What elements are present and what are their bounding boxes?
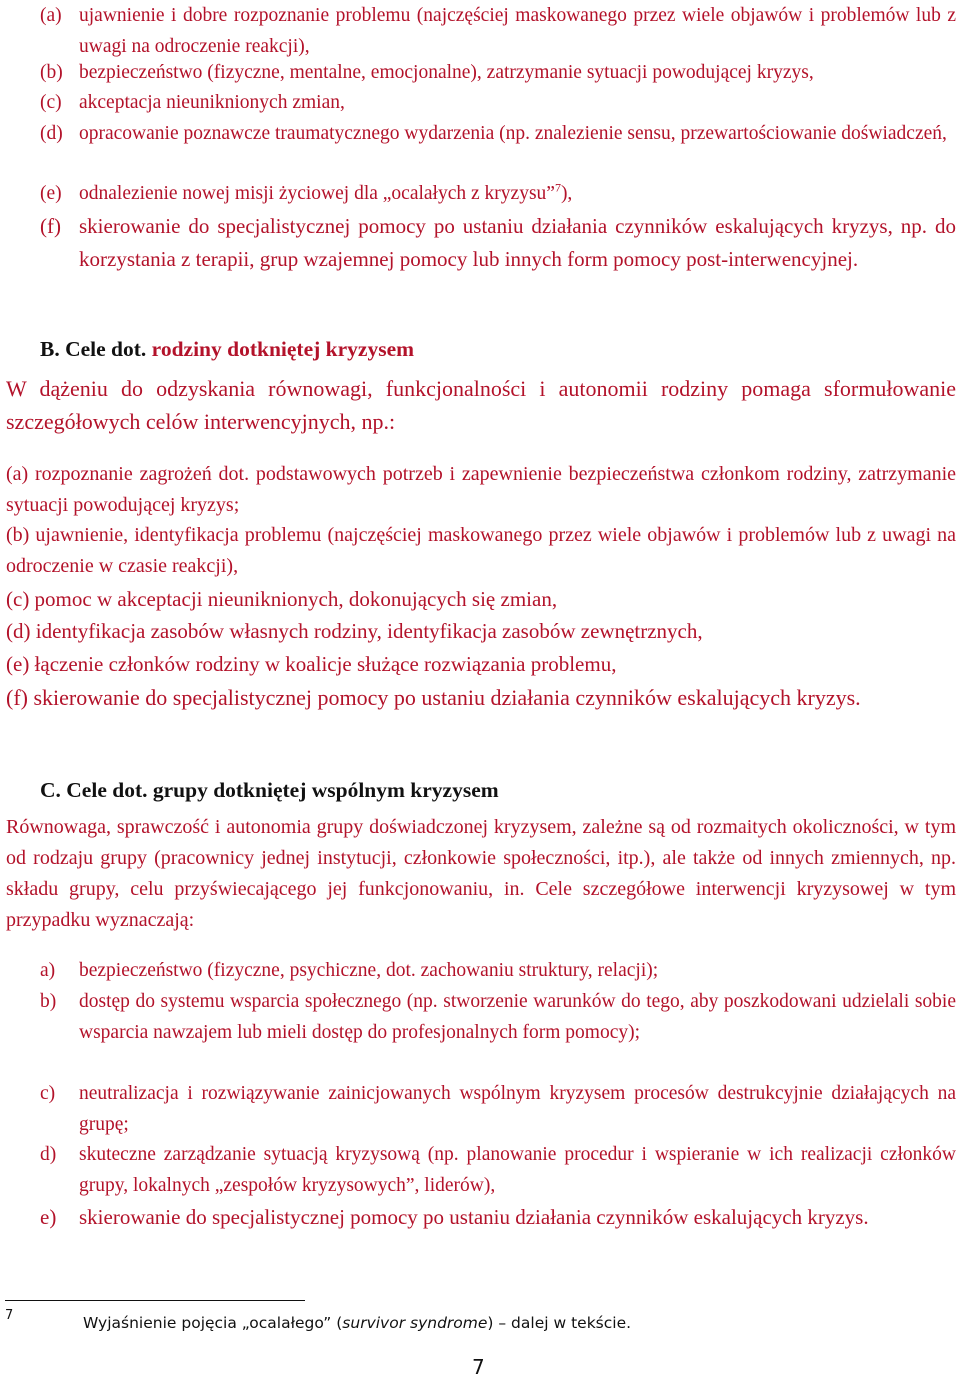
list-text bbox=[79, 178, 956, 209]
list-label: a) bbox=[40, 960, 56, 981]
list-text-main: odnalezienie nowej misji życiowej dla „ocalałych z kryzysu” bbox=[79, 183, 555, 204]
list-text: bezpieczeństwo (fizyczne, psychiczne, dot. zachowaniu struktury, relacji); bbox=[79, 960, 659, 981]
list-item: (d) identyfikacja zasobów własnych rodziny, identyfikacja zasobów zewnętrznych, bbox=[6, 619, 703, 643]
section-heading-title: grupy dotkniętej wspólnym kryzysem bbox=[147, 778, 499, 802]
footnote-separator bbox=[5, 1300, 305, 1301]
page-number: 7 bbox=[472, 1355, 485, 1379]
list-label: (f) bbox=[40, 214, 61, 238]
list-item bbox=[40, 986, 956, 1048]
list-text: akceptacja nieuniknionych zmian, bbox=[79, 92, 345, 113]
list-item: (c) pomoc w akceptacji nieuniknionych, dokonujących się zmian, bbox=[6, 587, 558, 611]
list-item bbox=[40, 118, 956, 149]
list-item bbox=[40, 955, 956, 986]
list-text: neutralizacja i rozwiązywanie zainicjowanych wspólnym kryzysem procesów destrukcyjnie działających na grupę; bbox=[79, 1083, 956, 1135]
section-heading-title: rodziny dotkniętej kryzysem bbox=[146, 337, 415, 361]
list-item bbox=[40, 1201, 956, 1234]
list-item bbox=[40, 0, 956, 62]
section-intro: W dążeniu do odzyskania równowagi, funkcjonalności i autonomii rodziny pomaga sformułowanie szczegółowych celów interwencyjnych, np.: bbox=[6, 376, 956, 434]
list-label: e) bbox=[40, 1205, 57, 1229]
list-text: skierowanie do specjalistycznej pomocy po ustaniu działania czynników eskalujących kryzys, np. do korzystania z terapii, grup wzajemnej pomocy lub innych form pomocy post-interwencyjnej. bbox=[79, 214, 956, 271]
list-text: skuteczne zarządzanie sytuacją kryzysową (np. planowanie procedur i wspieranie w ich realizacji członków grupy, lokalnych „zespołów kryzysowych”, liderów), bbox=[79, 1144, 956, 1196]
section-intro: Równowaga, sprawczość i autonomia grupy doświadczonej kryzysem, zależne są od rozmaitych okoliczności, w tym od rodzaju grupy (pracownicy jednej instytucji, członkowie społeczności, itp.), ale także od innych zmiennych, np. składu grupy, celu przyświecającego jej funkcjonowaniu, in. Cele szczegółowe interwencji kryzysowej w tym przypadku wyznaczają: bbox=[6, 816, 956, 931]
section-heading bbox=[40, 334, 414, 364]
list-item: (a) rozpoznanie zagrożeń dot. podstawowych potrzeb i zapewnienie bezpieczeństwa członkom rodziny, zatrzymanie sytuacji powodującej kryzys; bbox=[6, 463, 956, 516]
list-text: bezpieczeństwo (fizyczne, mentalne, emocjonalne), zatrzymanie sytuacji powodującej kryzys, bbox=[79, 62, 814, 83]
footnote-text-start: Wyjaśnienie pojęcia „ocalałego” ( bbox=[83, 1314, 343, 1332]
section-heading-prefix: B. Cele dot. bbox=[40, 337, 147, 361]
section-heading bbox=[40, 775, 499, 805]
list-item bbox=[40, 87, 956, 118]
list-item bbox=[40, 210, 956, 276]
footnote-text bbox=[83, 1314, 631, 1332]
list-text: opracowanie poznawcze traumatycznego wydarzenia (np. znalezienie sensu, przewartościowanie doświadczeń, bbox=[79, 123, 947, 144]
footnote-text-italic: survivor syndrome bbox=[342, 1314, 488, 1332]
list-label: (b) bbox=[40, 62, 63, 83]
section-heading-prefix: C. Cele dot. bbox=[40, 778, 148, 802]
list-label: d) bbox=[40, 1144, 57, 1165]
list-label: (d) bbox=[40, 123, 63, 144]
list-item bbox=[40, 178, 956, 209]
footnote-number: 7 bbox=[5, 1308, 14, 1323]
list-item: (b) ujawnienie, identyfikacja problemu (najczęściej maskowanego przez wiele objawów i problemów lub z uwagi na odroczenie w czasie reakcji), bbox=[6, 524, 956, 577]
list-item bbox=[40, 1139, 956, 1201]
list-label: (e) bbox=[40, 183, 62, 204]
list-text-tail: ), bbox=[560, 183, 573, 204]
list-text: ujawnienie i dobre rozpoznanie problemu (najczęściej maskowanego przez wiele objawów i problemów lub z uwagi na odroczenie reakcji), bbox=[79, 5, 956, 57]
list-item: (e) łączenie członków rodziny w koalicje służące rozwiązania problemu, bbox=[6, 652, 617, 676]
footnote-reference: 7 bbox=[554, 180, 561, 195]
list-label: (c) bbox=[40, 92, 62, 113]
list-item bbox=[40, 1078, 956, 1140]
list-text: dostęp do systemu wsparcia społecznego (np. stworzenie warunków do tego, aby poszkodowani udzielali sobie wsparcia nawzajem lub mieli dostęp do profesjonalnych form pomocy); bbox=[79, 991, 956, 1043]
list-item bbox=[40, 57, 956, 88]
footnote-text-end: ) – dalej w tekście. bbox=[487, 1314, 632, 1332]
list-label: (a) bbox=[40, 5, 62, 26]
list-label: c) bbox=[40, 1083, 56, 1104]
list-label: b) bbox=[40, 991, 57, 1012]
list-item: (f) skierowanie do specjalistycznej pomocy po ustaniu działania czynników eskalujących kryzys. bbox=[6, 685, 861, 710]
list-text: skierowanie do specjalistycznej pomocy po ustaniu działania czynników eskalujących kryzys. bbox=[79, 1205, 869, 1229]
